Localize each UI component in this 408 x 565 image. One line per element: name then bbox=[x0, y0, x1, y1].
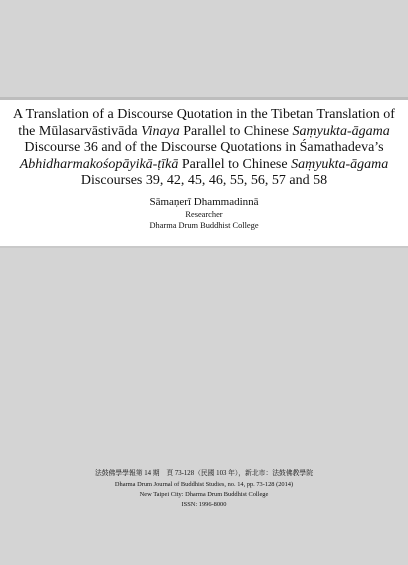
title-line-1: A Translation of a Discourse Quotation in the Tibetan Translation of bbox=[13, 107, 395, 122]
author-name: Sāmaṇerī Dhammadinnā bbox=[149, 196, 259, 208]
title-line-2 bbox=[8, 124, 400, 141]
title-text: Parallel to Chinese bbox=[178, 156, 292, 172]
title-line-3: Discourse 36 and of the Discourse Quotations in Śamathadeva’s bbox=[24, 140, 384, 156]
title-text: the Mūlasarvāstivāda bbox=[18, 123, 142, 139]
author-role: Researcher bbox=[185, 210, 223, 219]
title-line-4 bbox=[8, 157, 400, 174]
footer-chinese-citation: 法鼓佛學學報第 14 期 頁 73-128（民國 103 年），新北市：法鼓佛教學院 bbox=[94, 470, 314, 477]
footer-publisher-place: New Taipei City: Dharma Drum Buddhist College bbox=[139, 491, 269, 498]
title-italic-text: Abhidharmakośopāyikā-ṭīkā bbox=[19, 156, 179, 172]
footer-journal-citation: Dharma Drum Journal of Buddhist Studies, no. 14, pp. 73-128 (2014) bbox=[114, 481, 294, 488]
footer-issn: ISSN: 1996-8000 bbox=[181, 501, 227, 508]
title-italic-text: Saṃyukta-āgama bbox=[291, 156, 389, 172]
paper-title bbox=[8, 107, 400, 190]
title-italic-text: Saṃyukta-āgama bbox=[292, 123, 390, 139]
title-text: Parallel to Chinese bbox=[179, 123, 293, 139]
title-italic-text: Vinaya bbox=[141, 123, 180, 139]
author-institution: Dharma Drum Buddhist College bbox=[149, 221, 259, 230]
title-line-5: Discourses 39, 42, 45, 46, 55, 56, 57 and 58 bbox=[80, 173, 328, 189]
